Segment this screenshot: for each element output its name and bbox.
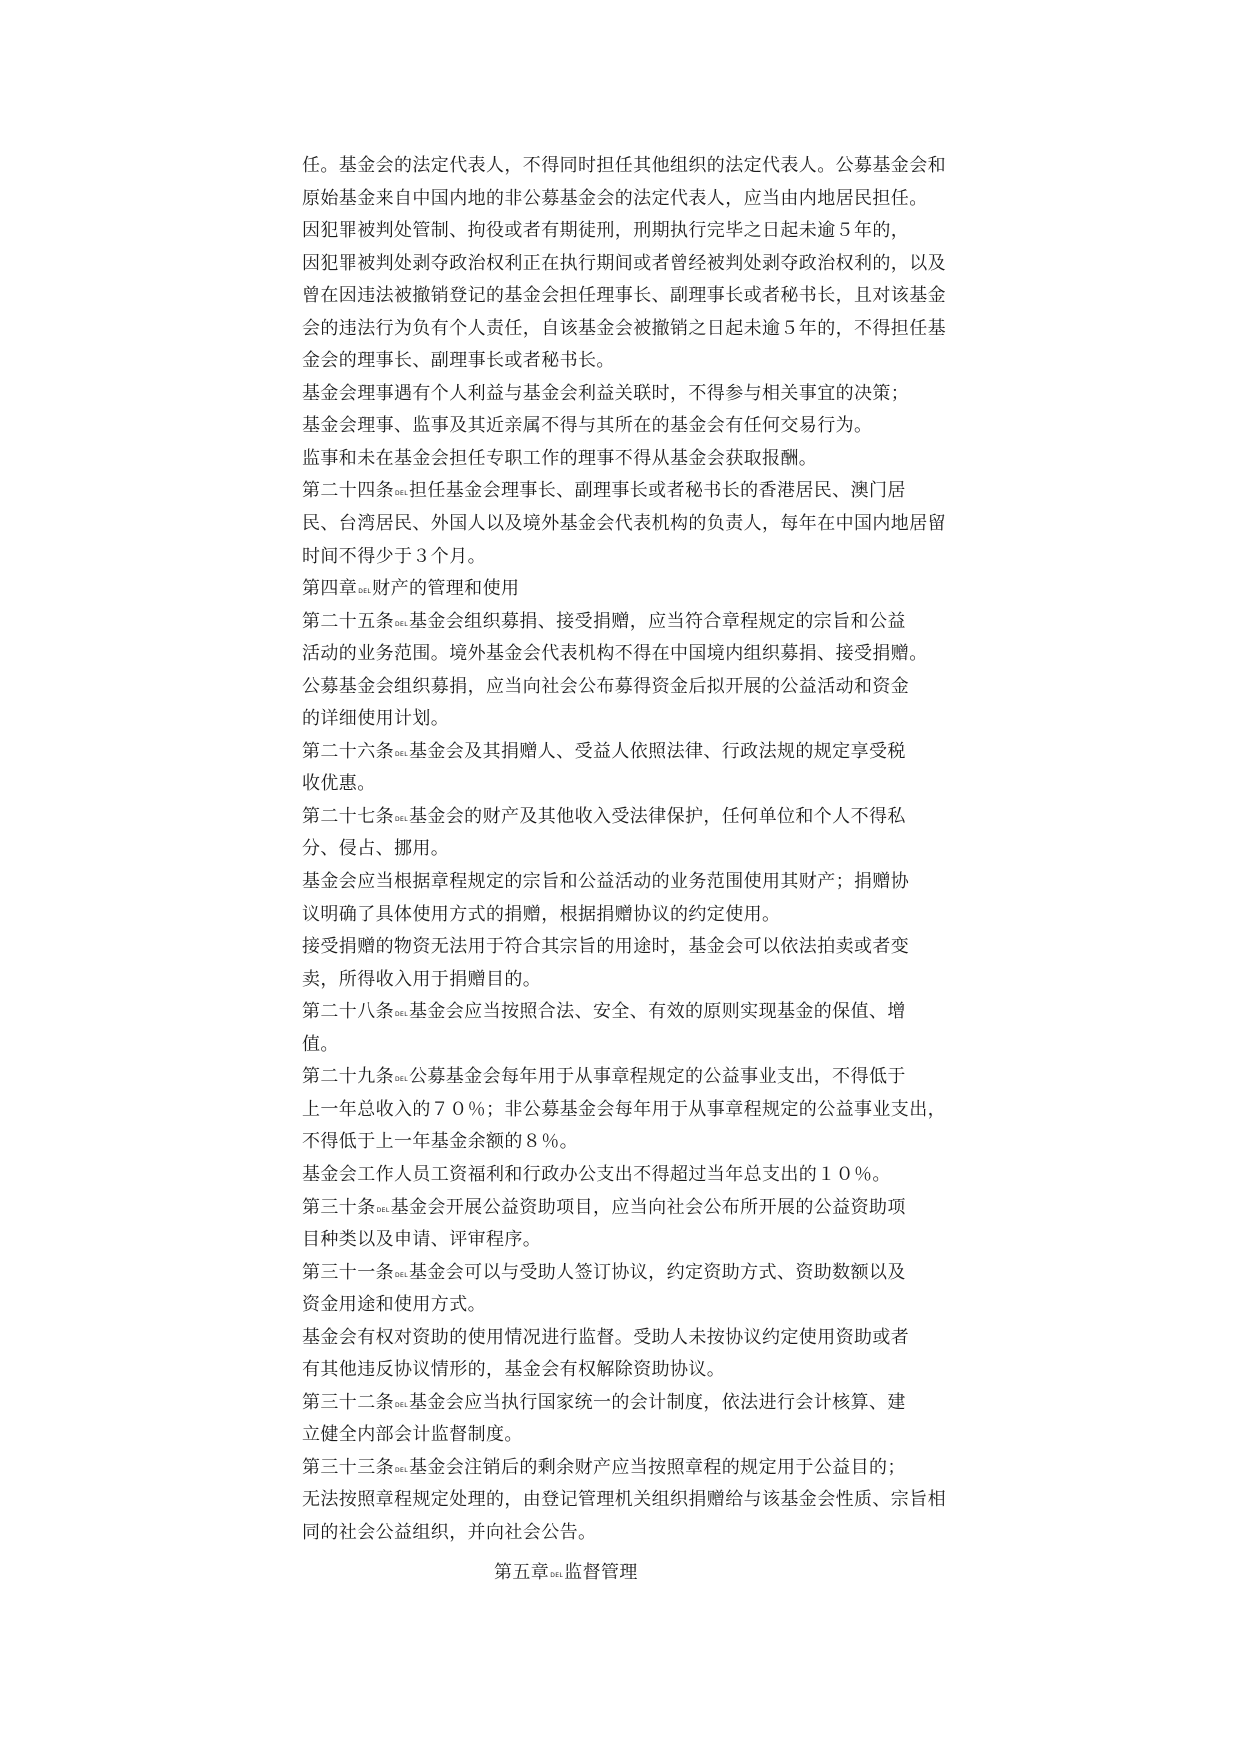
text-line: 无法按照章程规定处理的，由登记管理机关组织捐赠给与该基金会性质、宗旨相 [302,1489,946,1511]
article-number: 第三十条 [302,1196,376,1218]
text-line: 民、台湾居民、外国人以及境外基金会代表机构的负责人，每年在中国内地居留 [302,513,946,535]
article-text: 基金会应当按照合法、安全、有效的原则实现基金的保值、增 [408,1001,906,1023]
text-line: 任。基金会的法定代表人，不得同时担任其他组织的法定代表人。公募基金会和 [302,155,946,176]
article-text: 基金会可以与受助人签订协议，约定资助方式、资助数额以及 [408,1261,906,1283]
article-number: 第二十六条 [302,740,394,762]
text-line: 基金会理事遇有个人利益与基金会利益关联时，不得参与相关事宜的决策； [302,382,910,404]
text-line [302,1192,982,1225]
text-line: 基金会工作人员工资福利和行政办公支出不得超过当年总支出的１０％。 [302,1163,891,1185]
text-line [302,1257,982,1290]
del-marker: DEL [376,1206,390,1214]
text-line [302,1061,982,1094]
text-line: 有其他违反协议情形的，基金会有权解除资助协议。 [302,1359,726,1381]
article-text: 担任基金会理事长、副理事长或者秘书长的香港居民、澳门居 [408,480,906,502]
text-line: 曾在因违法被撤销登记的基金会担任理事长、副理事长或者秘书长，且对该基金 [302,285,946,307]
text-line: 接受捐赠的物资无法用于符合其宗旨的用途时，基金会可以依法拍卖或者变 [302,936,910,958]
text-line: 议明确了具体使用方式的捐赠，根据捐赠协议的约定使用。 [302,903,781,925]
text-line: 基金会有权对资助的使用情况进行监督。受助人未按协议约定使用资助或者 [302,1326,910,1348]
text-line: 同的社会公益组织，并向社会公告。 [302,1521,597,1543]
text-line: 金会的理事长、副理事长或者秘书长。 [302,350,615,372]
text-line [302,1387,982,1420]
text-line: 不得低于上一年基金余额的８％。 [302,1131,578,1153]
article-number: 第二十八条 [302,1001,394,1023]
del-marker: DEL [358,588,372,596]
chapter-title: 监督管理 [564,1562,638,1583]
del-marker: DEL [395,1401,408,1409]
text-line: 立健全内部会计监督制度。 [302,1424,523,1446]
text-line [302,801,982,834]
article-number: 第二十九条 [302,1066,394,1088]
text-line: 因犯罪被判处剥夺政治权利正在执行期间或者曾经被判处剥夺政治权利的，以及 [302,252,946,274]
article-text: 公募基金会每年用于从事章程规定的公益事业支出，不得低于 [408,1066,906,1088]
text-line [302,996,982,1029]
document-body [302,150,982,1550]
text-line: 基金会理事、监事及其近亲属不得与其所在的基金会有任何交易行为。 [302,415,873,437]
article-text: 基金会应当执行国家统一的会计制度，依法进行会计核算、建 [408,1391,906,1413]
del-marker: DEL [395,750,408,758]
text-line: 会的违法行为负有个人责任，自该基金会被撤销之日起未逾５年的，不得担任基 [302,317,946,339]
text-line [302,736,982,769]
del-marker: DEL [550,1572,564,1579]
text-line [302,606,982,639]
del-marker: DEL [395,1011,408,1019]
del-marker: DEL [395,1076,408,1084]
article-number: 第四章 [302,578,358,600]
text-line [302,1452,982,1485]
del-marker: DEL [395,620,408,628]
text-line: 上一年总收入的７０％；非公募基金会每年用于从事章程规定的公益事业支出， [302,1098,946,1120]
text-line: 分、侵占、挪用。 [302,838,450,860]
del-marker: DEL [395,815,408,823]
text-line: 卖，所得收入用于捐赠目的。 [302,968,542,990]
text-line: 的详细使用计划。 [302,708,450,730]
text-line: 原始基金来自中国内地的非公募基金会的法定代表人，应当由内地居民担任。 [302,187,928,209]
text-line [302,573,982,606]
text-line [302,475,982,508]
article-number: 第三十二条 [302,1391,394,1413]
del-marker: DEL [395,490,408,498]
article-text: 财产的管理和使用 [372,578,520,600]
text-line: 基金会应当根据章程规定的宗旨和公益活动的业务范围使用其财产；捐赠协 [302,871,910,893]
text-line: 收优惠。 [302,773,376,795]
chapter-label: 第五章 [494,1562,550,1583]
text-line: 值。 [302,1033,339,1055]
del-marker: DEL [395,1271,408,1279]
article-text: 基金会注销后的剩余财产应当按照章程的规定用于公益目的； [408,1456,906,1478]
del-marker: DEL [395,1466,408,1474]
article-number: 第二十四条 [302,480,394,502]
text-line: 时间不得少于３个月。 [302,545,486,567]
text-line: 因犯罪被判处管制、拘役或者有期徒刑，刑期执行完毕之日起未逾５年的， [302,220,910,242]
text-line: 监事和未在基金会担任专职工作的理事不得从基金会获取报酬。 [302,447,818,469]
article-number: 第三十三条 [302,1456,394,1478]
article-text: 基金会开展公益资助项目，应当向社会公布所开展的公益资助项 [390,1196,906,1218]
article-text: 基金会组织募捐、接受捐赠，应当符合章程规定的宗旨和公益 [408,610,906,632]
text-line: 资金用途和使用方式。 [302,1294,486,1316]
article-number: 第三十一条 [302,1261,394,1283]
text-line: 公募基金会组织募捐，应当向社会公布募得资金后拟开展的公益活动和资金 [302,675,910,697]
article-number: 第二十五条 [302,610,394,632]
article-number: 第二十七条 [302,805,394,827]
article-text: 基金会的财产及其他收入受法律保护，任何单位和个人不得私 [408,805,906,827]
text-line: 目种类以及申请、评审程序。 [302,1229,542,1251]
chapter-heading [494,1557,638,1589]
text-line: 活动的业务范围。境外基金会代表机构不得在中国境内组织募捐、接受捐赠。 [302,643,928,665]
article-text: 基金会及其捐赠人、受益人依照法律、行政法规的规定享受税 [408,740,906,762]
